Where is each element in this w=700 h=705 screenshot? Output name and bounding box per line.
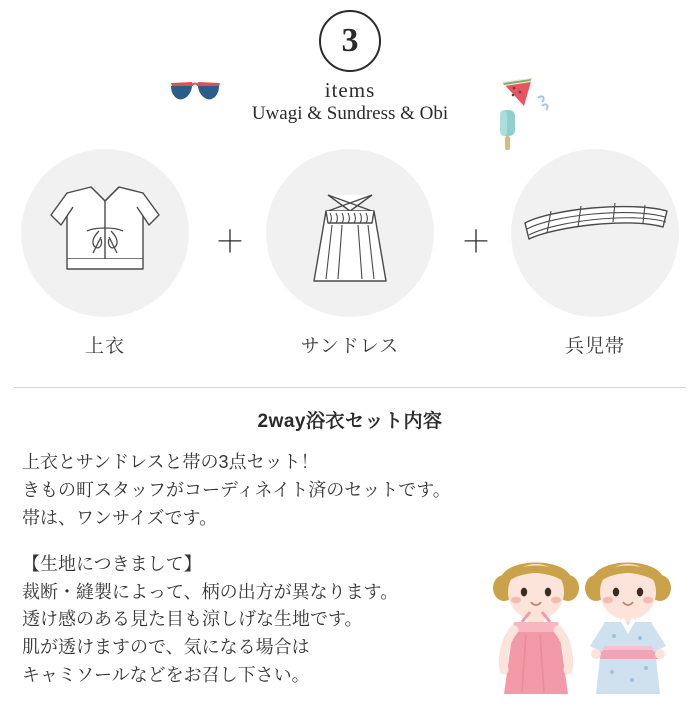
kimono-top-illustration: [21, 149, 189, 317]
sundress-illustration: [266, 149, 434, 317]
text-line: 上衣とサンドレスと帯の3点セット！: [22, 452, 319, 472]
header: [0, 0, 700, 145]
item-label-uwagi: 上衣: [84, 336, 125, 357]
plus-operator-1: ＋: [215, 226, 245, 259]
obi-belt-illustration: [511, 149, 679, 317]
text-line: 透け感のある見た目も涼しげな生地です。: [22, 609, 363, 630]
items-row: [0, 149, 700, 379]
item-label-sundress: サンドレス: [300, 336, 400, 357]
two-girls-illustration: [482, 542, 692, 700]
items-word: items: [324, 78, 376, 102]
items-subtitle: Uwagi & Sundress & Obi: [251, 103, 449, 124]
text-line: きもの町スタッフがコーディネイト済のセットです。: [22, 479, 451, 500]
plus-operator-2: ＋: [461, 226, 491, 259]
popsicle-icon: [495, 108, 521, 154]
item-column-sundress: [265, 149, 435, 358]
paragraph-set-contents: [22, 449, 678, 533]
text-line: 帯は、ワンサイズです。: [22, 507, 218, 528]
text-line: 裁断・縫製によって、柄の出方が異なります。: [22, 581, 399, 602]
item-column-obi: [510, 149, 680, 358]
sunglasses-icon: [168, 76, 224, 106]
item-label-obi: 兵児帯: [564, 336, 625, 357]
section-title: 2way浴衣セット内容: [257, 411, 443, 432]
item-count-badge: [319, 10, 381, 72]
text-line: 【生地につきまして】: [22, 553, 202, 574]
item-column-uwagi: [20, 149, 190, 358]
item-count-number: 3: [341, 22, 359, 59]
text-line: キャミソールなどをお召し下さい。: [22, 665, 310, 686]
text-line: 肌が透けますので、気になる場合は: [22, 637, 310, 658]
